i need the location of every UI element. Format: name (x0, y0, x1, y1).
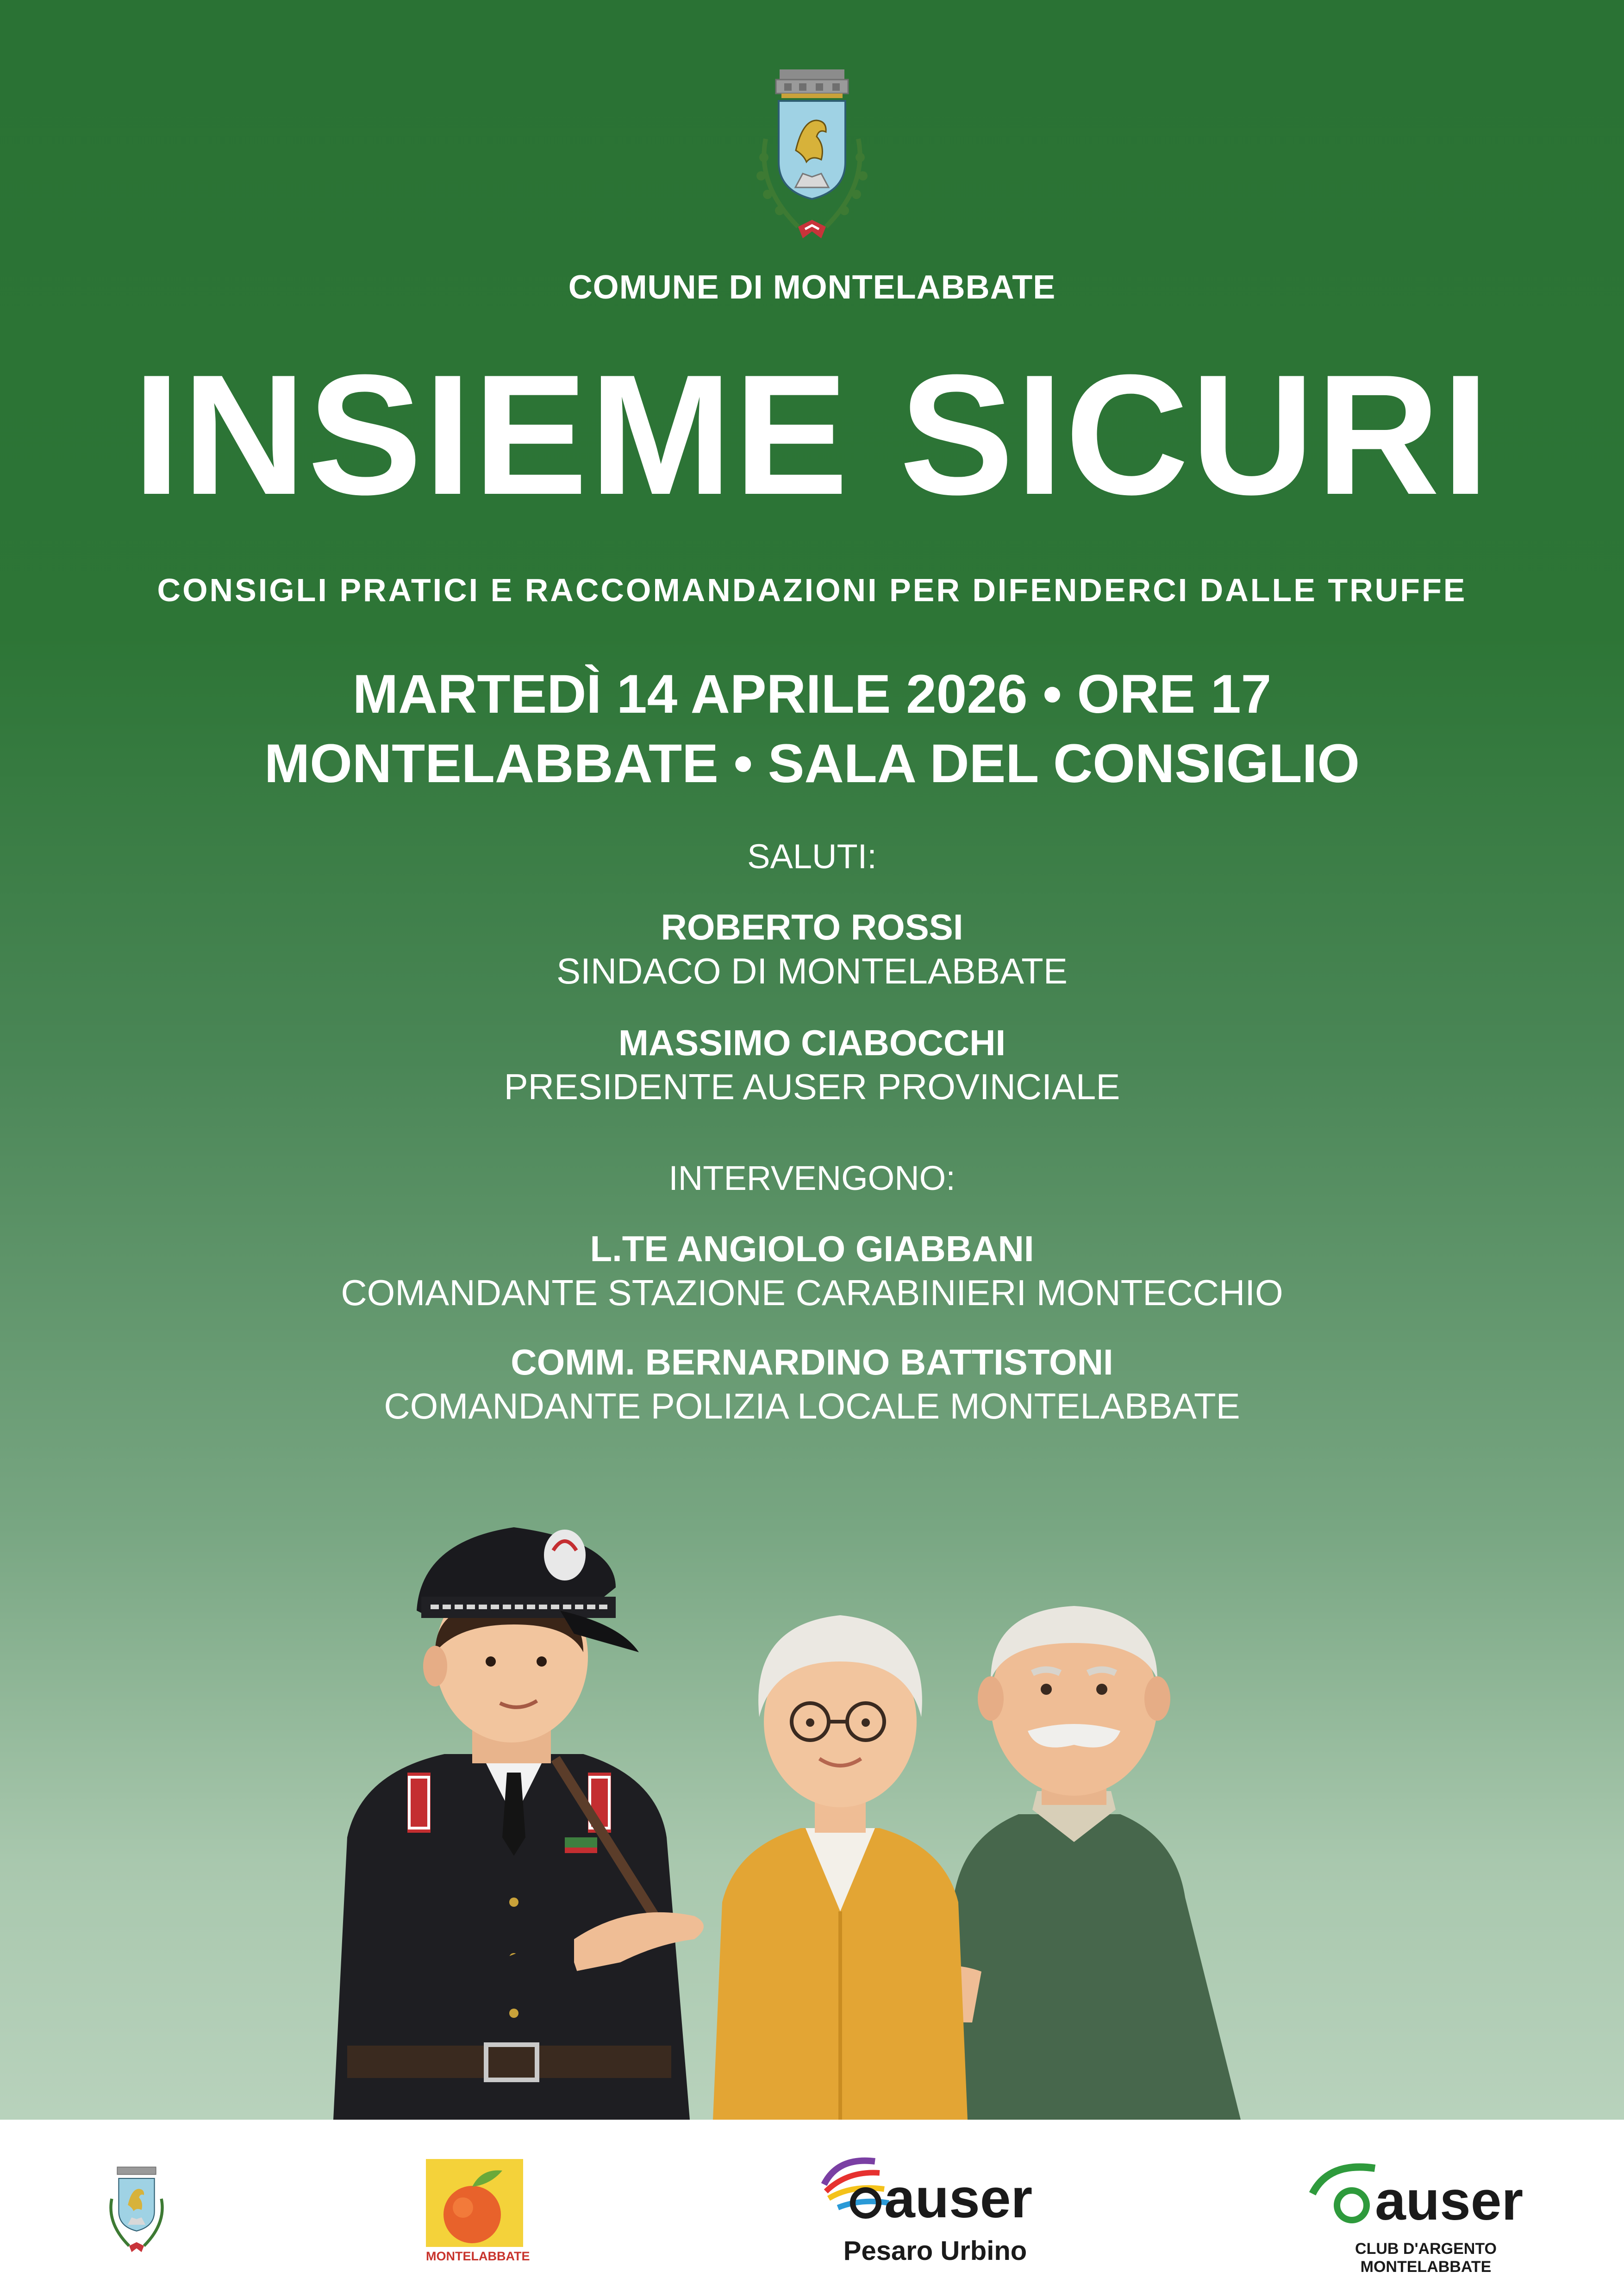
speaker-role-1: COMANDANTE STAZIONE CARABINIERI MONTECCHIO (341, 1272, 1283, 1313)
auser-logo-text: auser (884, 2167, 1033, 2229)
elderly-woman-figure (713, 1615, 968, 2120)
speaker-name-1: L.TE ANGIOLO GIABBANI (590, 1228, 1034, 1269)
greeting-role-1: SINDACO DI MONTELABBATE (556, 951, 1068, 991)
organization-name: COMUNE DI MONTELABBATE (568, 269, 1056, 306)
speaker-name-2: COMM. BERNARDINO BATTISTONI (511, 1342, 1113, 1382)
event-date: MARTEDÌ 14 APRILE 2026 • ORE 17 (352, 664, 1272, 725)
auser-logo-icon (819, 2152, 893, 2221)
auser-logo-subtitle: Pesaro Urbino (843, 2236, 1027, 2266)
speakers-label: INTERVENGONO: (668, 1159, 956, 1197)
auser-club-logo-subtitle: CLUB D'ARGENTO MONTELABBATE (1355, 2240, 1497, 2276)
crest-icon (747, 69, 877, 250)
montelabbate-logo-label: MONTELABBATE (426, 2249, 530, 2263)
carabiniere-figure (333, 1527, 704, 2120)
auser-logo-icon (1305, 2157, 1384, 2226)
montelabbate-logo-icon (426, 2159, 523, 2247)
auser-club-logo-text: auser (1375, 2170, 1524, 2232)
event-place: MONTELABBATE • SALA DEL CONSIGLIO (264, 733, 1360, 794)
speaker-role-2: COMANDANTE POLIZIA LOCALE MONTELABBATE (384, 1386, 1240, 1426)
greetings-label: SALUTI: (747, 837, 877, 876)
crest-icon (102, 2154, 171, 2265)
footer-logos (0, 2120, 1624, 2296)
illustration-carabiniere-and-elderly-couple (296, 1458, 1292, 2120)
montelabbate-logo (426, 2159, 530, 2265)
auser-club-argento-logo (1305, 2157, 1546, 2276)
greeting-role-2: PRESIDENTE AUSER PROVINCIALE (504, 1066, 1120, 1107)
subtitle: CONSIGLI PRATICI E RACCOMANDAZIONI PER DIFENDERCI DALLE TRUFFE (157, 572, 1467, 608)
greeting-name-1: ROBERTO ROSSI (661, 907, 963, 947)
auser-pesaro-urbino-logo (819, 2152, 1051, 2272)
page-title: INSIEME SICURI (132, 339, 1492, 530)
greeting-name-2: MASSIMO CIABOCCHI (618, 1022, 1006, 1063)
